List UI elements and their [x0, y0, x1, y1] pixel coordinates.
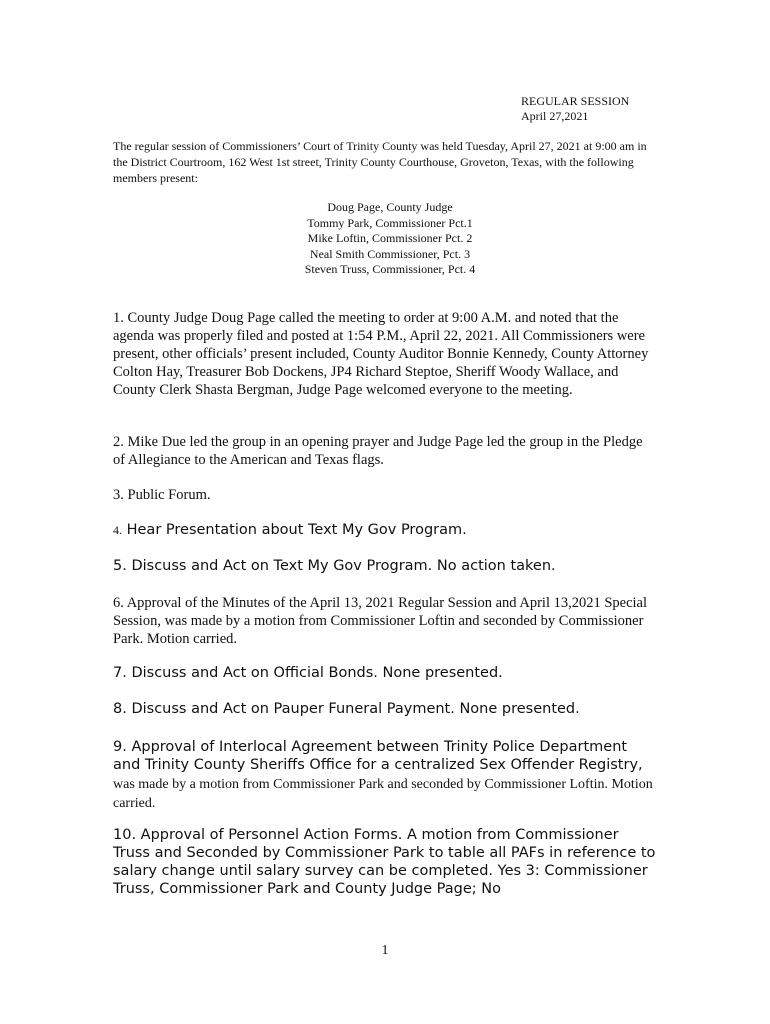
- member-item: Doug Page, County Judge: [327, 200, 453, 214]
- page-number: 1: [381, 943, 389, 958]
- member-item: Tommy Park, Commissioner Pct.1: [307, 215, 473, 230]
- member-item: Steven Truss, Commissioner, Pct. 4: [304, 262, 476, 276]
- agenda-item-9-motion: was made by a motion from Commissioner Park and seconded by Commissioner Loftin. Motion carried.: [113, 777, 653, 811]
- members-list: [280, 200, 500, 278]
- session-title: REGULAR SESSION: [521, 94, 630, 108]
- member-item: Mike Loftin, Commissioner Pct. 2: [307, 231, 473, 245]
- session-header: [521, 94, 629, 124]
- agenda-item-3: 3. Public Forum.: [113, 487, 211, 503]
- agenda-item-2: 2. Mike Due led the group in an opening prayer and Judge Page led the group in the Pledge of Allegiance to the American and Texas flags.: [113, 434, 643, 468]
- member-item: Neal Smith Commissioner, Pct. 3: [309, 246, 471, 261]
- session-date: April 27,2021: [521, 109, 589, 123]
- intro-paragraph: The regular session of Commissioners’ Court of Trinity County was held Tuesday, April 27, 2021 at 9:00 am in the District Courtroom, 162 West 1st street, Trinity County Courthouse, Groveton, Texas, with the following members present:: [113, 139, 647, 185]
- agenda-item-4: [113, 521, 658, 539]
- agenda-item-10: 10. Approval of Personnel Action Forms. A motion from Commissioner Truss and Seconded by Commissioner Park to table all PAFs in reference to salary change until salary survey can be completed. Yes 3: Commissioner Truss, Commissioner Park and County Judge Page; No: [113, 827, 656, 897]
- agenda-item-5: 5. Discuss and Act on Text My Gov Program. No action taken.: [113, 558, 556, 574]
- agenda-item-9-title: 9. Approval of Interlocal Agreement between Trinity Police Department and Trinity County Sheriffs Office for a centralized Sex Offender Registry,: [113, 739, 643, 773]
- agenda-item-7: 7. Discuss and Act on Official Bonds. None presented.: [113, 665, 503, 681]
- agenda-item-6: 6. Approval of the Minutes of the April 13, 2021 Regular Session and April 13,2021 Special Session, was made by a motion from Commissioner Loftin and seconded by Commissioner Park. Motion carried.: [113, 595, 648, 647]
- agenda-item-9: [113, 738, 658, 813]
- agenda-item-8: 8. Discuss and Act on Pauper Funeral Payment. None presented.: [113, 701, 580, 717]
- agenda-item-1: 1. County Judge Doug Page called the meeting to order at 9:00 A.M. and noted that the agenda was properly filed and posted at 1:54 P.M., April 22, 2021. All Commissioners were present, other officials’ present included, County Auditor Bonnie Kennedy, County Attorney Colton Hay, Treasurer Bob Dockens, JP4 Richard Steptoe, Sheriff Woody Wallace, and County Clerk Shasta Bergman, Judge Page welcomed everyone to the meeting.: [113, 310, 649, 398]
- agenda-item-4-text: Hear Presentation about Text My Gov Program.: [122, 522, 467, 538]
- agenda-item-4-number: 4.: [113, 523, 122, 537]
